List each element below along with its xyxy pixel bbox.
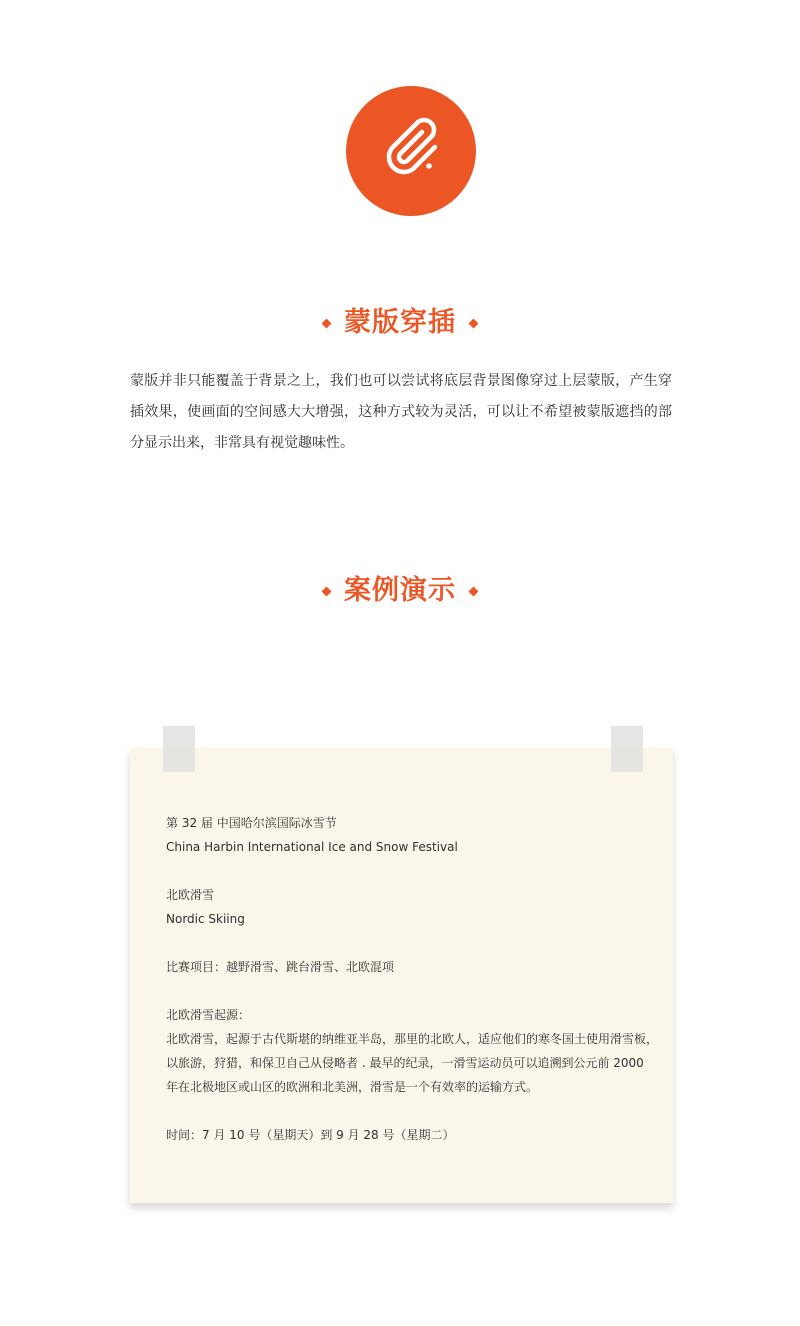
tape-right: [611, 726, 643, 772]
festival-cn: 第 32 届 中国哈尔滨国际冰雪节: [166, 816, 337, 830]
diamond-right-icon: [469, 318, 479, 328]
event-cn: 北欧滑雪: [166, 888, 215, 902]
diamond-left-icon: [322, 586, 332, 596]
paperclip-badge: [346, 86, 476, 216]
origin-line: 年在北极地区或山区的欧洲和北美洲，滑雪是一个有效率的运输方式。: [166, 1080, 539, 1094]
origin-line: 以旅游，狩猎，和保卫自己从侵略者 . 最早的纪录，一滑雪运动员可以追溯到公元前 2000: [166, 1056, 644, 1070]
section-title-text: 案例演示: [344, 575, 456, 606]
events-list: 比赛项目：越野滑雪、跳台滑雪、北欧混项: [166, 960, 395, 974]
section-title-text: 蒙版穿插: [344, 307, 456, 338]
paperclip-icon: [346, 86, 476, 216]
diamond-right-icon: [469, 586, 479, 596]
note-paper: [130, 748, 673, 1203]
diamond-left-icon: [322, 318, 332, 328]
festival-en: China Harbin International Ice and Snow Festival: [166, 840, 458, 854]
event-time: 时间：7 月 10 号（星期天）到 9 月 28 号（星期二）: [166, 1128, 455, 1142]
event-en: Nordic Skiing: [166, 912, 245, 926]
tape-left: [163, 726, 195, 772]
section-title-demo: [0, 571, 800, 611]
origin-line: 北欧滑雪，起源于古代斯堪的纳维亚半岛，那里的北欧人，适应他们的寒冬国土使用滑雪板，: [166, 1032, 659, 1046]
intro-paragraph: 蒙版并非只能覆盖于背景之上，我们也可以尝试将底层背景图像穿过上层蒙版，产生穿插效果，使画面的空间感大大增强，这种方式较为灵活，可以让不希望被蒙版遮挡的部分显示出来，非常具有视觉趣味性。: [130, 373, 672, 451]
origin-heading: 北欧滑雪起源：: [166, 1008, 251, 1022]
section-title-overlay: [0, 303, 800, 343]
